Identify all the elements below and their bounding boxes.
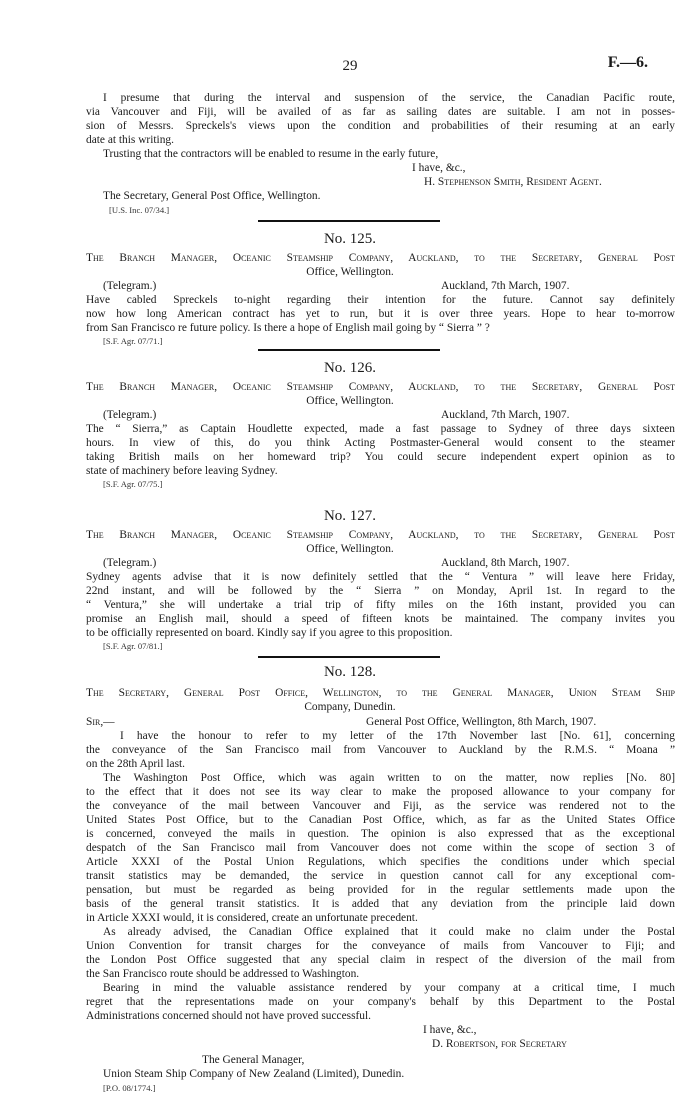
addressee: The Secretary, General Post Office, Wellington. — [103, 190, 321, 202]
body-line: The Washington Post Office, which was again written to on the matter, now replies [No. 80] — [103, 772, 675, 784]
body-line: transit statistics may be demanded, the service in question cannot call for any exceptional com- — [86, 870, 675, 882]
body-line: 22nd instant, and will be followed by the “ Sierra ” on Monday, April 1st. In regard to the — [86, 585, 675, 597]
body-line: “ Ventura,” she will undertake a trial trip of fifty miles on the 16th instant, provided you can — [86, 599, 675, 611]
letter-heading: The Secretary, General Post Office, Wellington, to the General Manager, Union Steam Ship — [86, 687, 675, 699]
file-reference: [S.F. Agr. 07/75.] — [103, 479, 163, 489]
section-divider — [258, 349, 440, 351]
body-line: the London Post Office suggested that any special claim in respect of the diversion of the mail from — [86, 954, 675, 966]
letter-number: No. 128. — [323, 664, 377, 680]
intro-line: sion of Messrs. Spreckels's views upon the condition and probabilities of their resuming at an early — [86, 120, 675, 132]
addressee: The General Manager, — [202, 1054, 305, 1066]
signature: D. Robertson, for Secretary — [432, 1038, 567, 1050]
file-reference: [P.O. 08/1774.] — [103, 1083, 156, 1093]
letter-heading: The Branch Manager, Oceanic Steamship Company, Auckland, to the Secretary, General Post — [86, 381, 675, 393]
document-reference: F.—6. — [607, 54, 648, 71]
closing: I have, &c., — [412, 162, 466, 174]
body-line: state of machinery before leaving Sydney. — [86, 465, 278, 477]
body-line: I have the honour to refer to my letter of the 17th November last [No. 61], concerning — [120, 730, 675, 742]
body-line: the conveyance of the San Francisco mail from Vancouver to Auckland by the R.M.S. “ Moana ” — [86, 744, 675, 756]
body-line: on the 28th April last. — [86, 758, 186, 770]
letter-heading: Office, Wellington. — [306, 266, 394, 278]
telegram-label: (Telegram.) — [103, 280, 157, 292]
letter-heading: Company, Dunedin. — [304, 701, 396, 713]
place-date: Auckland, 7th March, 1907. — [441, 409, 570, 421]
intro-line: via Vancouver and Fiji, will be availed of as far as sailing dates are suitable. I am not in posses- — [86, 106, 675, 118]
body-line: promise an English mail, should a speed of fifteen knots be maintained. The company invites you — [86, 613, 675, 625]
body-line: the San Francisco route should be addressed to Washington. — [86, 968, 360, 980]
body-line: Sydney agents advise that it is now definitely settled that the “ Ventura ” will leave here Friday, — [86, 571, 675, 583]
body-line: from San Francisco re future policy. Is there a hope of English mail going by “ Sierra ” ? — [86, 322, 490, 334]
salutation: Sir,— — [86, 716, 115, 728]
body-line: hours. In view of this, do you think Acting Postmaster-General would consent to the steamer — [86, 437, 675, 449]
intro-line: I presume that during the interval and suspension of the service, the Canadian Pacific route, — [103, 92, 675, 104]
body-line: Union Convention for transit charges for the conveyance of mails from Vancouver to Fiji; and — [86, 940, 675, 952]
letter-number: No. 126. — [323, 360, 377, 376]
letter-heading: Office, Wellington. — [306, 395, 394, 407]
place-date: Auckland, 7th March, 1907. — [441, 280, 570, 292]
body-line: pensation, but must be regarded as being provided for in the regular settlements made upon the — [86, 884, 675, 896]
body-line: in Article XXXI would, it is considered, create an unfortunate precedent. — [86, 912, 418, 924]
body-line: United States Post Office, but to the Canadian Post Office, which, as far as the United States Office — [86, 814, 675, 826]
intro-line: date at this writing. — [86, 134, 174, 146]
body-line: the conveyance of the mail between Vancouver and Fiji, as the service was rendered not to the — [86, 800, 675, 812]
letter-heading: The Branch Manager, Oceanic Steamship Company, Auckland, to the Secretary, General Post — [86, 529, 675, 541]
signature: H. Stephenson Smith, Resident Agent. — [424, 176, 602, 188]
body-line: to the effect that it does not see its way clear to make the proposed allowance to your company for — [86, 786, 675, 798]
body-line: despatch of the San Francisco mail from Vancouver does not come within the scope of section 3 of — [86, 842, 675, 854]
body-line: is concerned, conveyed the mails in question. The opinion is also expressed that as the exceptional — [86, 828, 675, 840]
page-number: 29 — [342, 58, 358, 74]
place-date: General Post Office, Wellington, 8th March, 1907. — [366, 716, 597, 728]
file-reference: [U.S. Inc. 07/34.] — [109, 205, 170, 215]
place-date: Auckland, 8th March, 1907. — [441, 557, 570, 569]
addressee: Union Steam Ship Company of New Zealand (Limited), Dunedin. — [103, 1068, 405, 1080]
body-line: regret that the representations made on your company's behalf by this Department to the Postal — [86, 996, 675, 1008]
letter-heading: Office, Wellington. — [306, 543, 394, 555]
closing: I have, &c., — [423, 1024, 477, 1036]
telegram-label: (Telegram.) — [103, 557, 157, 569]
section-divider — [258, 220, 440, 222]
file-reference: [S.F. Agr. 07/81.] — [103, 641, 163, 651]
body-line: taking British mails on her homeward trip? You could secure independent expert opinion as to — [86, 451, 675, 463]
intro-line: Trusting that the contractors will be enabled to resume in the early future, — [103, 148, 439, 160]
letter-number: No. 127. — [323, 508, 377, 524]
file-reference: [S.F. Agr. 07/71.] — [103, 336, 163, 346]
body-line: Administrations concerned should not have proved successful. — [86, 1010, 372, 1022]
section-divider — [258, 656, 440, 658]
body-line: Bearing in mind the valuable assistance rendered by your company at a critical time, I much — [103, 982, 675, 994]
body-line: now how long American contract has yet to run, but it is over three years. Hope to hear to-morrow — [86, 308, 675, 320]
body-line: Have cabled Spreckels to-night regarding their intention for the future. Cannot say definitely — [86, 294, 675, 306]
body-line: to be officially represented on board. Kindly say if you agree to this proposition. — [86, 627, 453, 639]
body-line: As already advised, the Canadian Office explained that it could make no claim under the Postal — [103, 926, 675, 938]
letter-number: No. 125. — [323, 231, 377, 247]
body-line: The “ Sierra,” as Captain Houdlette expected, made a fast passage to Sydney of three days sixteen — [86, 423, 675, 435]
letter-heading: The Branch Manager, Oceanic Steamship Company, Auckland, to the Secretary, General Post — [86, 252, 675, 264]
body-line: Article XXXI of the Postal Union Regulations, which specifies the conditions under which special — [86, 856, 675, 868]
body-line: basis of the general transit statistics. It is added that any deviation from the principle laid down — [86, 898, 675, 910]
telegram-label: (Telegram.) — [103, 409, 157, 421]
